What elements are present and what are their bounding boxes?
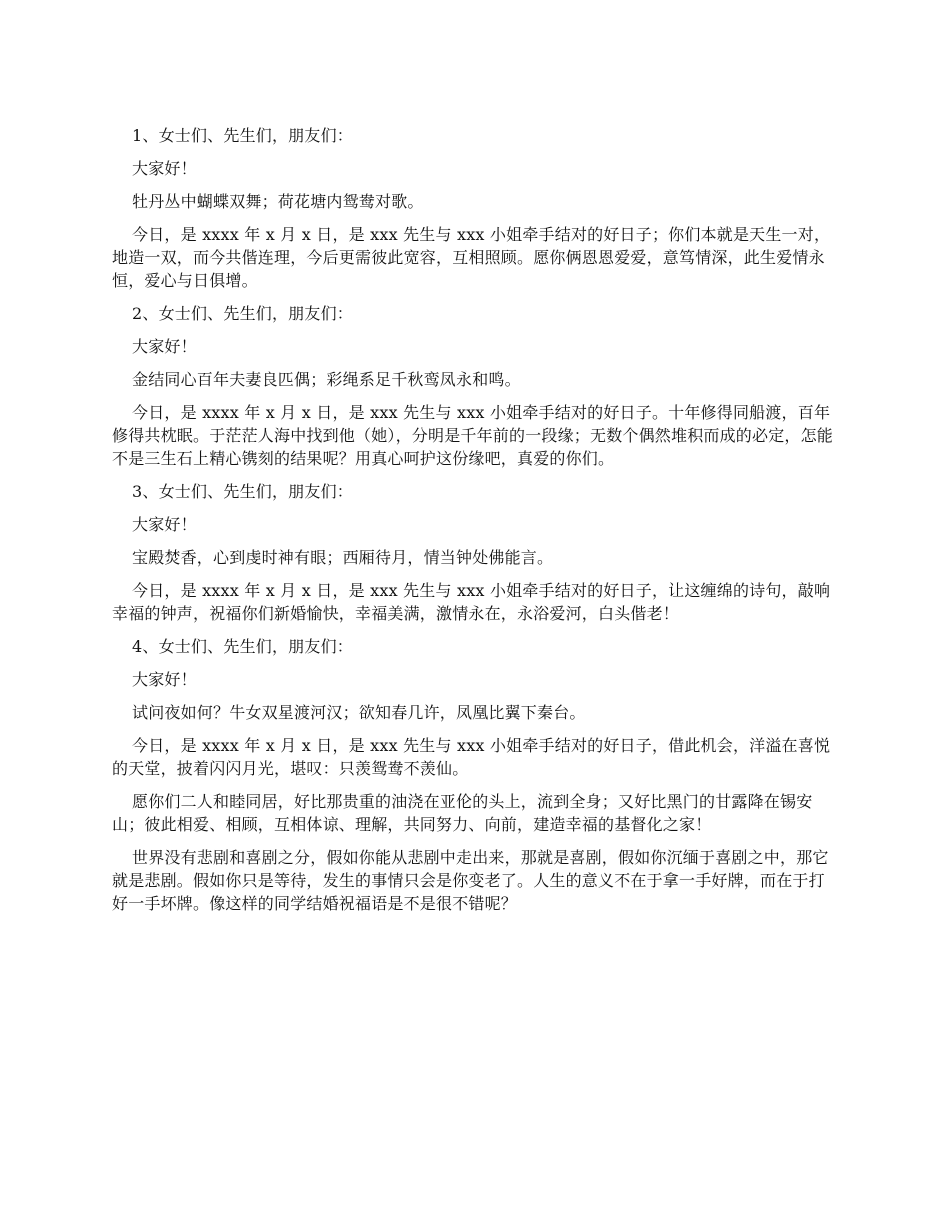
blessing-paragraph-2: 今日，是 xxxx 年 x 月 x 日，是 xxx 先生与 xxx 小姐牵手结对的好日子。十年修得同船渡，百年修得共枕眠。于茫茫人海中找到他（她），分明是千年前的一段缘；无数个偶然堆积而成的必定，怎能不是三生石上精心镌刻的结果呢？用真心呵护这份缘吧，真爱的你们。 [112, 403, 834, 468]
greeting-heading-2: 2、女士们、先生们，朋友们： [132, 304, 353, 323]
salutation-4: 大家好！ [132, 670, 197, 689]
salutation-1: 大家好！ [132, 159, 197, 178]
blessing-paragraph-5: 愿你们二人和睦同居，好比那贵重的油浇在亚伦的头上，流到全身；又好比黑门的甘露降在锡安山；彼此相爱、相顾，互相体谅、理解，共同努力、向前，建造幸福的基督化之家！ [112, 792, 813, 834]
couplet-3: 宝殿焚香，心到虔时神有眼；西厢待月，情当钟处佛能言。 [132, 548, 554, 567]
couplet-1: 牡丹丛中蝴蝶双舞；荷花塘内鸳鸯对歌。 [132, 192, 424, 211]
blessing-paragraph-4: 今日，是 xxxx 年 x 月 x 日，是 xxx 先生与 xxx 小姐牵手结对的好日子，借此机会，洋溢在喜悦的天堂，披着闪闪月光，堪叹：只羡鸳鸯不羡仙。 [112, 736, 831, 778]
blessing-paragraph-3: 今日，是 xxxx 年 x 月 x 日，是 xxx 先生与 xxx 小姐牵手结对的好日子，让这缠绵的诗句，敲响幸福的钟声，祝福你们新婚愉快，幸福美满，激情永在，永浴爱河，白头偕老！ [112, 581, 831, 623]
salutation-2: 大家好！ [132, 337, 197, 356]
greeting-heading-4: 4、女士们、先生们，朋友们： [132, 637, 353, 656]
couplet-4: 试问夜如何？牛女双星渡河汉；欲知春几许，凤凰比翼下秦台。 [132, 703, 586, 722]
couplet-2: 金结同心百年夫妻良匹偶；彩绳系足千秋鸾凤永和鸣。 [132, 370, 521, 389]
greeting-heading-1: 1、女士们、先生们，朋友们： [132, 126, 353, 145]
greeting-heading-3: 3、女士们、先生们，朋友们： [132, 482, 353, 501]
salutation-3: 大家好！ [132, 515, 197, 534]
document-body [112, 124, 838, 925]
closing-paragraph: 世界没有悲剧和喜剧之分，假如你能从悲剧中走出来，那就是喜剧，假如你沉缅于喜剧之中，那它就是悲剧。假如你只是等待，发生的事情只会是你变老了。人生的意义不在于拿一手好牌，而在于打好一手坏牌。像这样的同学结婚祝福语是不是很不错呢？ [112, 848, 829, 913]
blessing-paragraph-1: 今日，是 xxxx 年 x 月 x 日，是 xxx 先生与 xxx 小姐牵手结对的好日子；你们本就是天生一对，地造一双，而今共偕连理，今后更需彼此宽容，互相照顾。愿你俩恩恩爱爱，意笃情深，此生爱情永恒，爱心与日俱增。 [112, 225, 831, 290]
